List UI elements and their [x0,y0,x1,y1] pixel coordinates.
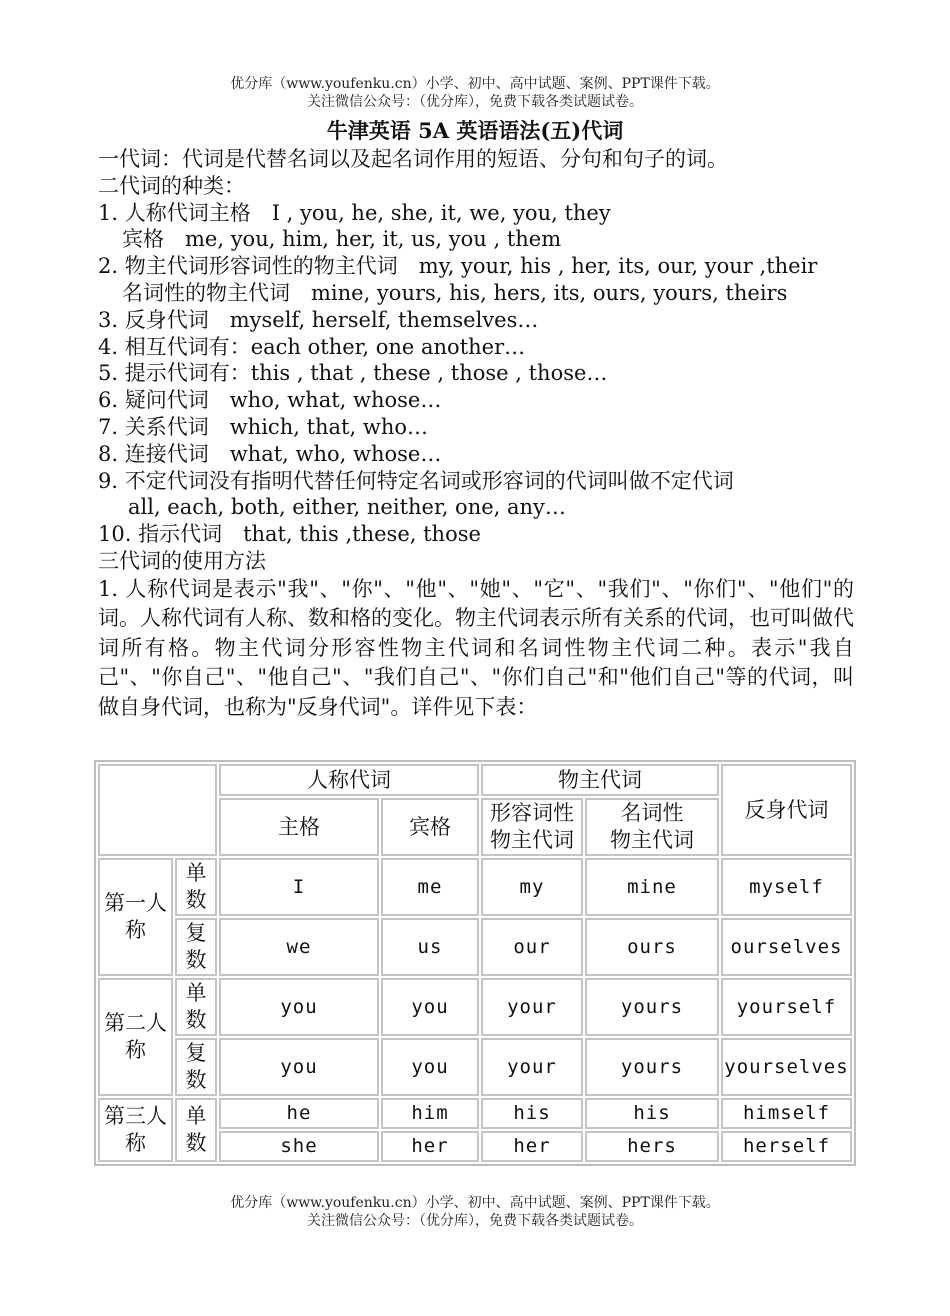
list-item-indefinite-examples: all, each, both, either, neither, one, any… [128,495,566,520]
header-personal-pronouns: 人称代词 [219,764,479,796]
table-cell: hers [585,1131,719,1162]
top-banner [0,75,950,111]
list-item-interrogative: 6. 疑问代词 who, what, whose… [98,388,442,413]
table-cell: we [219,918,379,976]
table-row [98,978,852,1036]
table-row [98,1098,852,1129]
usage-paragraph: 1. 人称代词是表示"我"、"你"、"他"、"她"、"它"、"我们"、"你们"、"他们"的词。人称代词有人称、数和格的变化。物主代词表示所有关系的代词，也可叫做代词所有格。物主代词分形容性物主代词和名词性物主代词二种。表示"我自己"、"你自己"、"他自己"、"我们自己"、"你们自己"和"他们自己"等的代词，叫做自身代词，也称为"反身代词"。详件见下表： [98,576,854,719]
table-cell: your [481,1038,583,1096]
list-item-conjunctive: 8. 连接代词 what, who, whose… [98,441,442,466]
table-cell: yours [585,978,719,1036]
table-cell: us [381,918,479,976]
header-possessive-pronouns: 物主代词 [481,764,719,796]
table-cell: his [585,1098,719,1129]
document-title: 牛津英语 5A 英语语法(五)代词 [326,118,624,143]
header-adjective-line-2: 物主代词 [490,828,574,852]
list-item-demonstrative: 10. 指示代词 that, this ,these, those [98,522,481,547]
list-item-reflexive: 3. 反身代词 myself, herself, themselves… [98,307,539,332]
list-item-relative: 7. 关系代词 which, that, who… [98,414,428,439]
table-cell: myself [721,858,852,916]
table-row [98,858,852,916]
table-row [98,918,852,976]
list-item-indefinite: 9. 不定代词没有指明代替任何特定名词或形容词的代词叫做不定代词 [98,468,734,493]
pronoun-table [94,760,856,1166]
table-cell: you [219,1038,379,1096]
header-noun-line-1: 名词性 [620,801,684,825]
table-cell: yourself [721,978,852,1036]
definition-line: 一代词：代词是代替名词以及起名词作用的短语、分句和句子的词。 [98,147,728,171]
section-heading-types: 二代词的种类： [98,173,245,198]
banner-line-2: 关注微信公众号：（优分库），免费下载各类试题试卷。 [307,1213,643,1229]
second-person-label: 第二人称 [98,978,173,1096]
table-header-row [98,764,852,796]
singular-label: 单数 [175,1098,217,1162]
table-cell: ourselves [721,918,852,976]
table-cell: ours [585,918,719,976]
table-cell: you [381,1038,479,1096]
table-corner-cell [98,764,217,856]
header-subject-case: 主格 [219,798,379,856]
header-noun-line-2: 物主代词 [610,828,694,852]
table-cell: herself [721,1131,852,1162]
list-item-reciprocal: 4. 相互代词有：each other, one another… [98,334,526,359]
banner-line-1: 优分库（www.youfenku.cn）小学、初中、高中试题、案例、PPT课件下载。 [230,1195,720,1211]
plural-label: 复数 [175,1038,217,1096]
singular-label: 单数 [175,978,217,1036]
header-object-case: 宾格 [381,798,479,856]
table-cell: you [381,978,479,1036]
list-item-demonstrative-hint: 5. 提示代词有：this , that , these , those , those… [98,361,608,386]
list-item-personal-subject: 1. 人称代词主格 I , you, he, she, it, we, you, they [98,200,611,225]
table-cell: her [481,1131,583,1162]
third-person-label: 第三人称 [98,1098,173,1162]
table-cell: mine [585,858,719,916]
table-cell: yours [585,1038,719,1096]
table-cell: he [219,1098,379,1129]
pronoun-table-wrapper [94,760,856,1166]
header-adjective-line-1: 形容词性 [490,801,574,825]
table-row [98,1038,852,1096]
plural-label: 复数 [175,918,217,976]
header-noun-possessive [585,798,719,856]
table-cell: her [381,1131,479,1162]
table-cell: she [219,1131,379,1162]
table-cell: you [219,978,379,1036]
table-cell: yourselves [721,1038,852,1096]
header-adjective-possessive [481,798,583,856]
table-cell: my [481,858,583,916]
list-item-personal-object: 宾格 me, you, him, her, it, us, you , them [122,227,562,252]
document-body [98,146,854,722]
banner-line-1: 优分库（www.youfenku.cn）小学、初中、高中试题、案例、PPT课件下载。 [230,76,720,92]
list-item-possessive-noun: 名词性的物主代词 mine, yours, his, hers, its, ours, yours, theirs [122,280,788,305]
singular-label: 单数 [175,858,217,916]
header-reflexive-pronouns: 反身代词 [721,764,852,856]
table-cell: himself [721,1098,852,1129]
table-cell: his [481,1098,583,1129]
banner-line-2: 关注微信公众号：（优分库），免费下载各类试题试卷。 [307,94,643,110]
table-cell: I [219,858,379,916]
first-person-label: 第一人称 [98,858,173,976]
table-cell: your [481,978,583,1036]
table-cell: our [481,918,583,976]
table-cell: him [381,1098,479,1129]
table-cell: me [381,858,479,916]
list-item-possessive-adjective: 2. 物主代词形容词性的物主代词 my, your, his , her, its, our, your ,their [98,254,818,279]
bottom-banner [0,1194,950,1230]
section-heading-usage: 三代词的使用方法 [98,548,266,573]
